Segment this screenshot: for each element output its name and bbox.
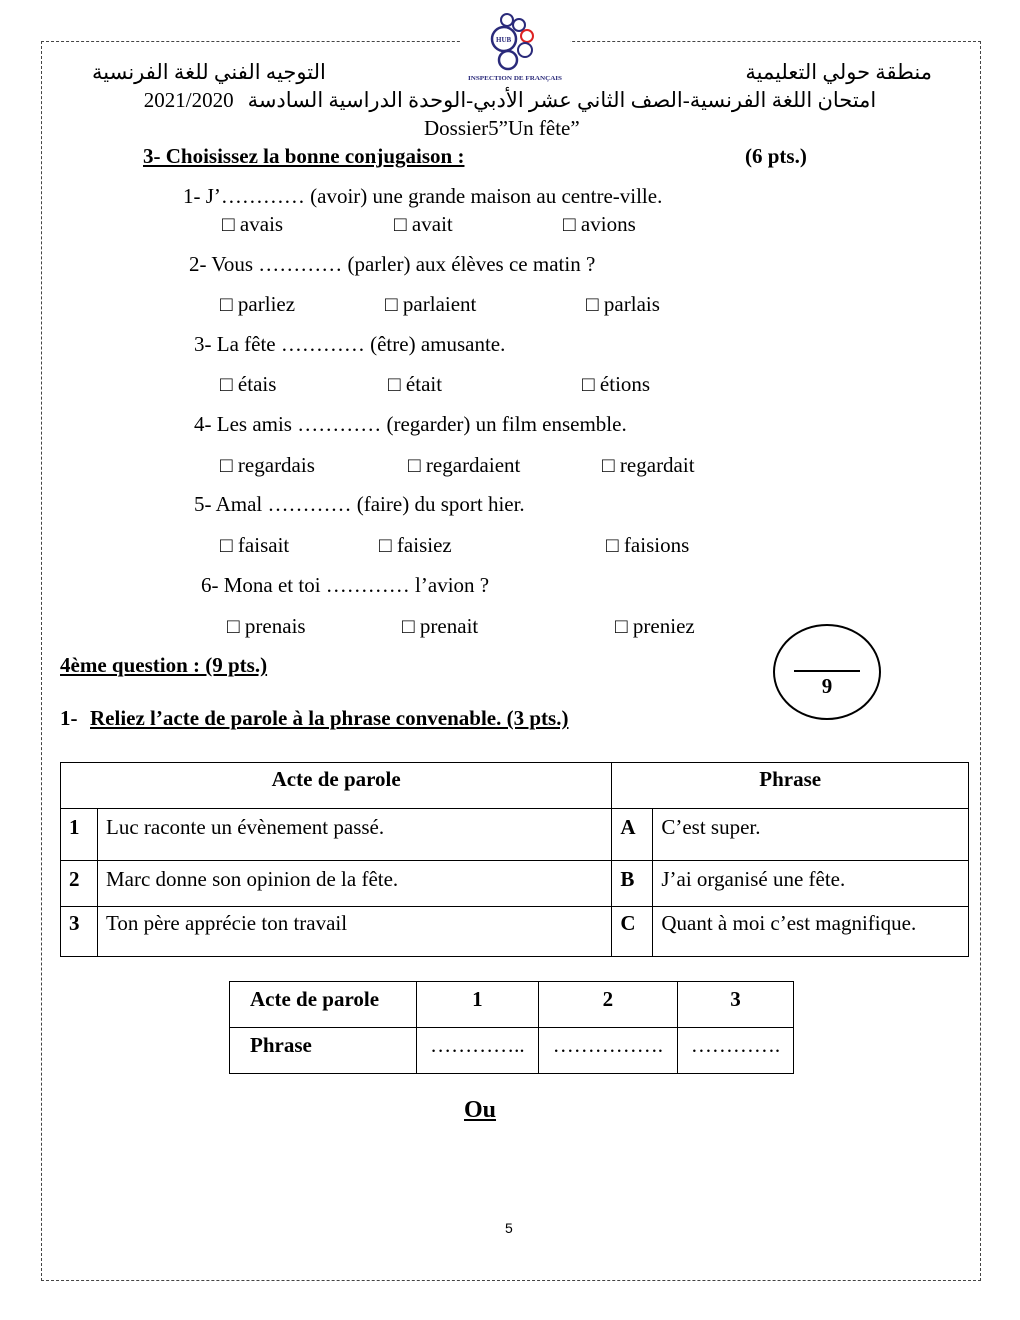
option-checkbox[interactable]: □ regardait [602,453,695,477]
answer-blank-1[interactable]: ………….. [417,1028,539,1074]
matching-table [60,762,969,957]
answer-col-2: 2 [538,982,677,1028]
option-checkbox[interactable]: □ prenais [227,614,306,638]
phrase-cell: J’ai organisé une fête. [653,861,969,907]
header-district: منطقة حولي التعليمية [745,60,932,84]
table-header-row [61,763,969,809]
option-checkbox[interactable]: □ regardais [220,453,315,477]
row-letter: B [612,861,653,907]
question-4: 4- Les amis ………… (regarder) un film ensemble. [194,412,627,436]
answer-col-3: 3 [677,982,793,1028]
answer-col-1: 1 [417,982,539,1028]
option-checkbox[interactable]: □ prenait [402,614,479,638]
option-checkbox[interactable]: □ était [388,372,443,396]
header-acte: Acte de parole [61,763,612,809]
answer-blank-3[interactable]: …………. [677,1028,793,1074]
question-1: 1- J’………… (avoir) une grande maison au centre-ville. [183,184,663,208]
answer-header-phrase: Phrase [230,1028,417,1074]
exam-line [60,88,960,113]
answer-table [229,981,794,1074]
table-row [61,861,969,907]
subquestion-title: Reliez l’acte de parole à la phrase convenable. (3 pts.) [90,706,569,730]
phrase-cell: Quant à moi c’est magnifique. [653,907,969,957]
score-value: 9 [821,674,833,698]
acte-cell: Luc raconte un évènement passé. [98,809,612,861]
option-checkbox[interactable]: □ avions [563,212,636,236]
answer-header-acte: Acte de parole [230,982,417,1028]
option-checkbox[interactable]: □ faisiez [379,533,452,557]
logo-badge: HUB [496,36,512,44]
q3-title: 3- Choisissez la bonne conjugaison : [143,144,465,168]
row-number: 2 [61,861,98,907]
acte-cell: Marc donne son opinion de la fête. [98,861,612,907]
ou-label: Ou [464,1097,497,1123]
logo-text: INSPECTION DE FRANÇAIS [468,76,563,82]
option-checkbox[interactable]: □ preniez [615,614,695,638]
q3-points: (6 pts.) [745,144,807,168]
option-checkbox[interactable]: □ parlaient [385,292,477,316]
q4-title: 4ème question : (9 pts.) [60,653,268,677]
row-letter: A [612,809,653,861]
question-2: 2- Vous ………… (parler) aux élèves ce matin ? [189,252,596,276]
phrase-cell: C’est super. [653,809,969,861]
logo [460,12,570,84]
exam-title: امتحان اللغة الفرنسية-الصف الثاني عشر الأدبي-الوحدة الدراسية السادسة [247,88,877,112]
row-letter: C [612,907,653,957]
row-number: 3 [61,907,98,957]
logo-circles-icon [460,12,570,84]
score-circle [773,624,881,720]
option-checkbox[interactable]: □ parlais [586,292,660,316]
subquestion-number: 1- [60,706,78,730]
option-checkbox[interactable]: □ parliez [220,292,296,316]
option-checkbox[interactable]: □ faisions [606,533,690,557]
question-3: 3- La fête ………… (être) amusante. [194,332,506,356]
option-checkbox[interactable]: □ avais [222,212,284,236]
option-checkbox[interactable]: □ faisait [220,533,290,557]
header-phrase: Phrase [612,763,969,809]
answer-blank-2[interactable]: ……………. [538,1028,677,1074]
exam-year: 2021/2020 [143,88,234,112]
acte-cell: Ton père apprécie ton travail [98,907,612,957]
question-5: 5- Amal ………… (faire) du sport hier. [194,492,525,516]
option-checkbox[interactable]: □ avait [394,212,453,236]
table-row [61,907,969,957]
row-number: 1 [61,809,98,861]
table-row [61,809,969,861]
option-checkbox[interactable]: □ étions [582,372,651,396]
page-number: 5 [505,1220,513,1236]
question-6: 6- Mona et toi ………… l’avion ? [201,573,490,597]
dossier-title: Dossier5”Un fête” [424,116,580,140]
header-inspection: التوجيه الفني للغة الفرنسية [92,60,326,84]
option-checkbox[interactable]: □ regardaient [408,453,521,477]
option-checkbox[interactable]: □ étais [220,372,277,396]
